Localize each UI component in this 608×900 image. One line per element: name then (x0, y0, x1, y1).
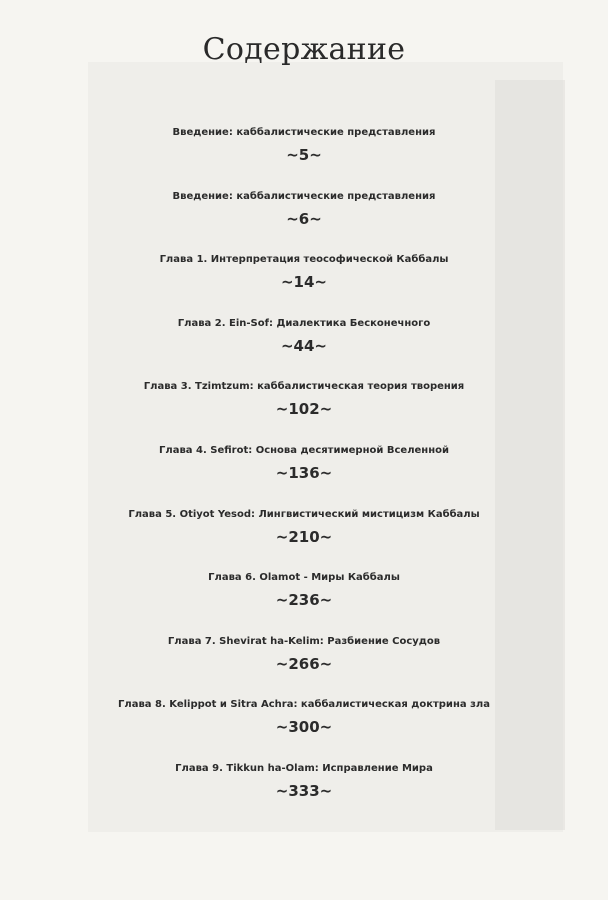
toc-entry-title: Глава 4. Sefirot: Основа десятимерной Вселенной (159, 444, 449, 456)
toc-entry-page: ~102~ (275, 400, 333, 419)
toc-entry[interactable] (0, 504, 608, 568)
toc-entry[interactable] (0, 122, 608, 186)
toc-entry-page: ~5~ (286, 146, 322, 164)
toc-entry-page: ~266~ (275, 654, 333, 673)
toc-entry-title: Введение: каббалистические представления (172, 127, 436, 138)
toc-entry[interactable] (0, 249, 608, 313)
toc-entry-page: ~333~ (275, 781, 333, 800)
toc-entry-title: Глава 5. Otiyot Yesod: Лингвистический мистицизм Каббалы (128, 508, 480, 520)
toc-entry[interactable] (0, 186, 608, 250)
toc-entry-page: ~300~ (275, 718, 333, 737)
toc-entry[interactable] (0, 758, 608, 822)
toc-entry-page: ~136~ (275, 463, 333, 482)
toc-entry[interactable] (0, 440, 608, 504)
toc-entry-title: Глава 3. Tzimtzum: каббалистическая теория творения (143, 381, 465, 393)
toc-entry-title: Глава 7. Shevirat ha-Kelim: Разбиение Сосудов (167, 635, 441, 647)
toc-entry-page: ~210~ (275, 527, 333, 546)
toc-entry[interactable] (0, 567, 608, 631)
toc-entry-title: Глава 8. Kelippot и Sitra Achra: каббалистическая доктрина зла (118, 699, 490, 711)
toc-entry[interactable] (0, 376, 608, 440)
toc-entry-page: ~236~ (275, 591, 333, 610)
toc-entry[interactable] (0, 313, 608, 377)
toc-entry[interactable] (0, 631, 608, 695)
toc-entry-title: Глава 9. Tikkun ha-Olam: Исправление Мира (175, 762, 433, 774)
table-of-contents (0, 122, 608, 822)
toc-entry[interactable] (0, 694, 608, 758)
toc-entry-page: ~14~ (280, 273, 327, 292)
page-title: Содержание (202, 32, 406, 67)
toc-entry-page: ~6~ (286, 209, 322, 228)
toc-entry-page: ~44~ (280, 336, 327, 355)
toc-entry-title: Глава 1. Интерпретация теософической Каббалы (159, 254, 449, 266)
toc-entry-title: Глава 6. Olamot - Миры Каббалы (208, 572, 400, 584)
toc-entry-title: Глава 2. Ein-Sof: Диалектика Бесконечного (177, 317, 431, 329)
toc-entry-title: Введение: каббалистические представления (172, 190, 436, 202)
